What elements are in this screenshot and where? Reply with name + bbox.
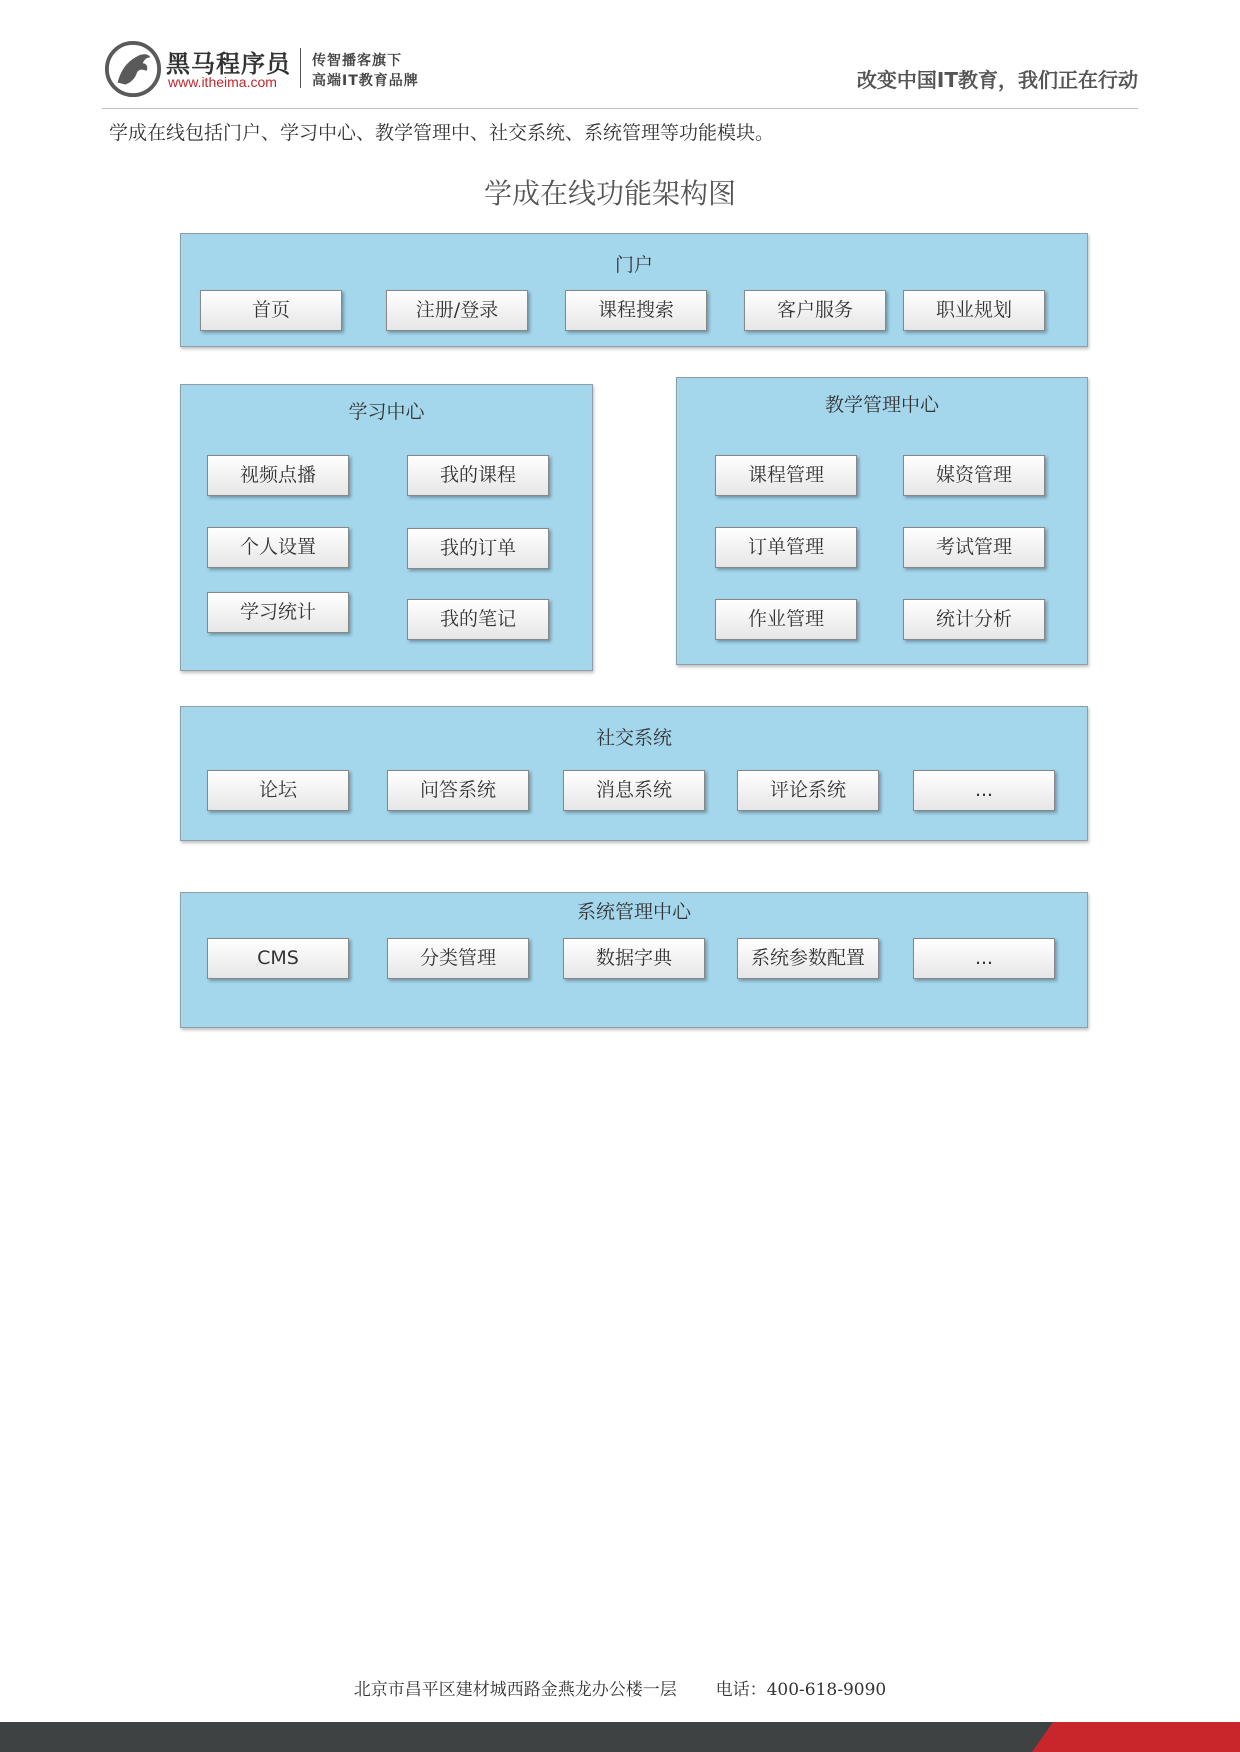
course-management-button[interactable]: 课程管理 [715,455,857,496]
header-divider [102,108,1138,109]
horse-logo-icon [104,40,162,98]
learning-center-panel [180,384,593,671]
diagram-title: 学成在线功能架构图 [483,177,736,210]
brand-url[interactable]: www.itheima.com [168,74,277,90]
exam-management-button[interactable]: 考试管理 [903,527,1045,568]
learning-center-title: 学习中心 [348,401,425,423]
portal-home-button[interactable]: 首页 [200,290,342,331]
social-more-button[interactable]: ... [913,770,1055,811]
cms-button[interactable]: CMS [207,938,349,979]
footer-accent-stripe [1032,1722,1240,1752]
my-courses-button[interactable]: 我的课程 [407,455,549,496]
video-on-demand-button[interactable]: 视频点播 [207,455,349,496]
my-orders-button[interactable]: 我的订单 [407,528,549,569]
comment-system-button[interactable]: 评论系统 [737,770,879,811]
brand-name: 黑马程序员 [166,50,291,78]
homework-management-button[interactable]: 作业管理 [715,599,857,640]
system-more-button[interactable]: ... [913,938,1055,979]
social-system-panel [180,706,1088,841]
category-management-button[interactable]: 分类管理 [387,938,529,979]
social-system-title: 社交系统 [595,727,672,749]
portal-career-button[interactable]: 职业规划 [903,290,1045,331]
system-management-panel [180,892,1088,1028]
portal-service-button[interactable]: 客户服务 [744,290,886,331]
statistics-analysis-button[interactable]: 统计分析 [903,599,1045,640]
qa-system-button[interactable]: 问答系统 [387,770,529,811]
my-notes-button[interactable]: 我的笔记 [407,599,549,640]
brand-tagline-2: 高端IT教育品牌 [312,73,419,89]
footer-phone: 电话：400-618-9090 [715,1680,887,1700]
message-system-button[interactable]: 消息系统 [563,770,705,811]
teaching-management-title: 教学管理中心 [824,394,939,416]
footer-address: 北京市昌平区建材城西路金燕龙办公楼一层 [353,1680,677,1700]
media-management-button[interactable]: 媒资管理 [903,455,1045,496]
order-management-button[interactable]: 订单管理 [715,527,857,568]
learning-stats-button[interactable]: 学习统计 [207,592,349,633]
brand-tagline-1: 传智播客旗下 [312,53,402,69]
system-parameters-button[interactable]: 系统参数配置 [737,938,879,979]
system-management-title: 系统管理中心 [576,901,691,923]
teaching-management-panel [676,377,1088,665]
portal-panel [180,233,1088,347]
header-slogan: 改变中国IT教育，我们正在行动 [856,68,1138,92]
intro-paragraph: 学成在线包括门户、学习中心、教学管理中、社交系统、系统管理等功能模块。 [109,122,775,144]
portal-search-button[interactable]: 课程搜索 [565,290,707,331]
portal-login-button[interactable]: 注册/登录 [386,290,528,331]
portal-title: 门户 [614,254,653,276]
data-dictionary-button[interactable]: 数据字典 [563,938,705,979]
forum-button[interactable]: 论坛 [207,770,349,811]
footer-contact [0,1675,1240,1700]
logo-divider [300,48,301,88]
personal-settings-button[interactable]: 个人设置 [207,527,349,568]
